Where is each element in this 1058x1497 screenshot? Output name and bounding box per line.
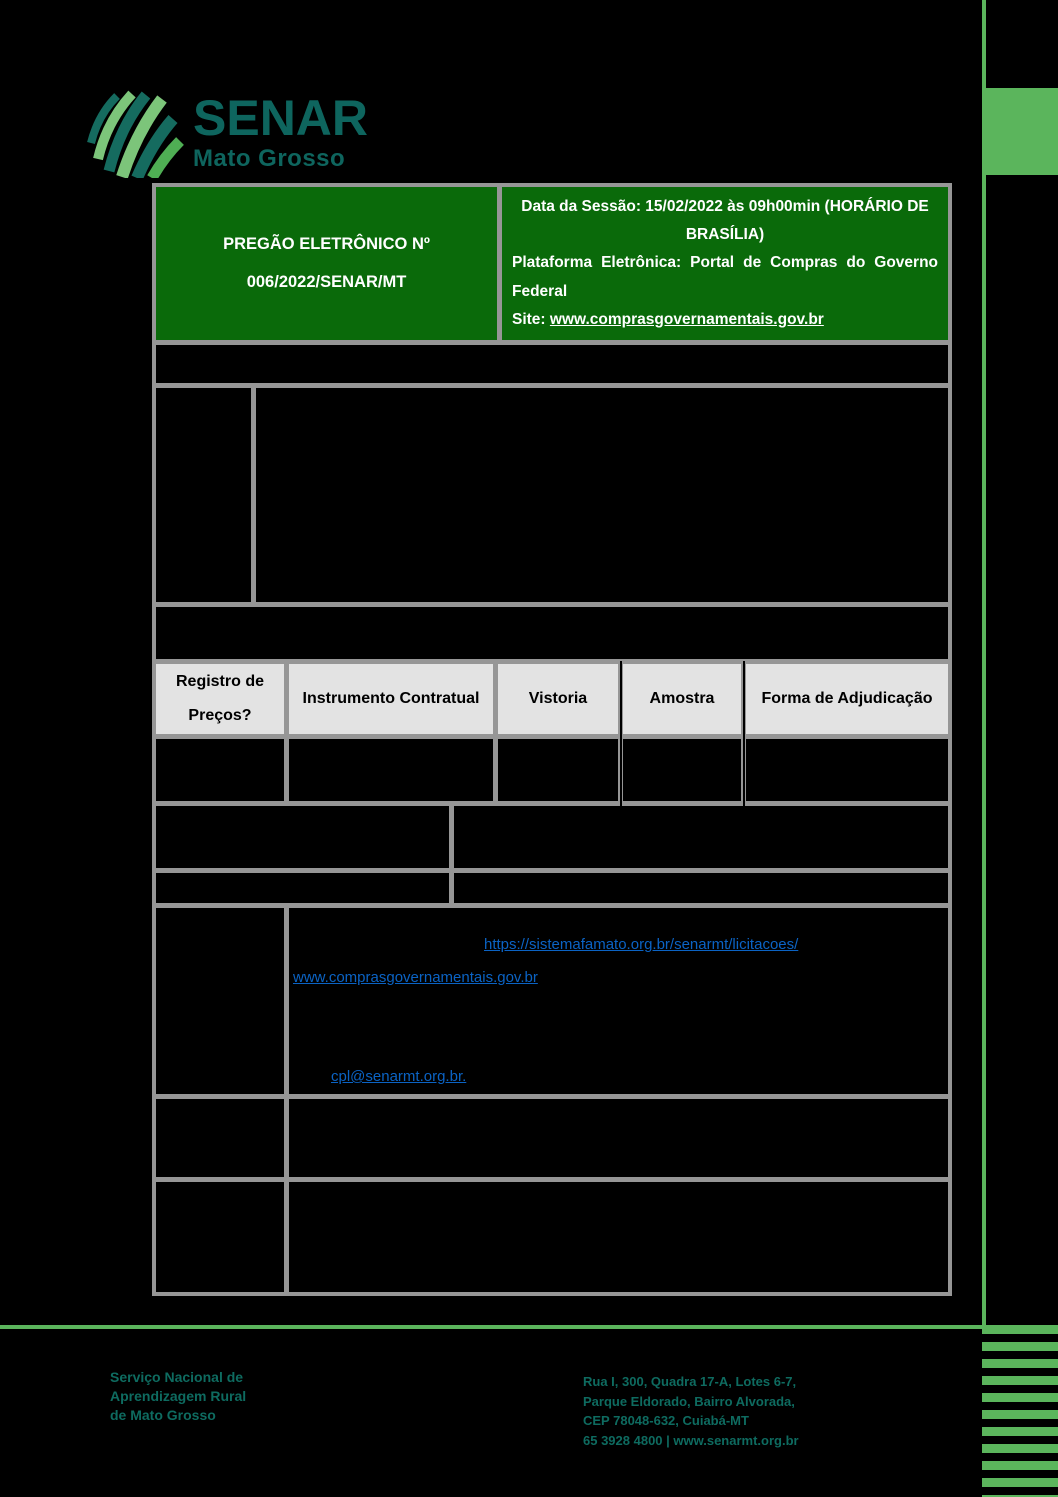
licitacoes-url-link[interactable]: https://sistemafamato.org.br/senarmt/licitacoes/	[484, 936, 799, 953]
edital-table	[152, 183, 952, 1296]
value-instrumento-contratual	[289, 739, 493, 801]
pregao-title-cell	[156, 187, 497, 340]
site-url-link[interactable]: www.comprasgovernamentais.gov.br	[549, 310, 824, 328]
session-date-text: Data da Sessão: 15/02/2022 às 09h00min (HORÁRIO DE BRASÍLIA)	[521, 198, 929, 244]
site-label: Site:	[512, 310, 546, 328]
footer-org-line3: de Mato Grosso	[110, 1407, 216, 1423]
footer-organization	[110, 1368, 246, 1425]
right-rail-line	[982, 0, 986, 1325]
email-link-line	[289, 1060, 948, 1093]
right-rail-stripes	[982, 1325, 1058, 1497]
redacted-label-cell	[156, 806, 449, 868]
redacted-body-cell	[256, 388, 948, 602]
col-registro-precos: Registro de Preços?	[156, 664, 284, 734]
redacted-row-3	[156, 607, 948, 659]
pregao-title-line2: 006/2022/SENAR/MT	[246, 272, 407, 291]
footer-address-line3: CEP 78048-632, Cuiabá-MT	[583, 1413, 749, 1428]
value-forma-adjudicacao	[746, 739, 948, 801]
column-header-row	[156, 664, 948, 734]
column-divider-line	[743, 661, 745, 806]
value-amostra	[623, 739, 741, 801]
redacted-label-cell	[156, 388, 251, 602]
header-row	[156, 187, 948, 340]
cpl-email-link[interactable]: cpl@senarmt.org.br.	[331, 1068, 467, 1085]
col-amostra: Amostra	[623, 664, 741, 734]
logo-brand: SENAR	[193, 90, 369, 146]
redacted-row-1	[156, 345, 948, 383]
redacted-body-cell	[289, 1182, 948, 1292]
redacted-row-4	[156, 806, 948, 868]
platform-text: Plataforma Eletrônica: Portal de Compras do Governo Federal	[512, 254, 938, 300]
redacted-body-cell	[454, 873, 948, 903]
column-divider-line	[620, 661, 622, 806]
pregao-title-line1: PREGÃO ELETRÔNICO Nº	[223, 234, 430, 253]
redacted-cell	[156, 607, 948, 659]
footer-address-line4: 65 3928 4800 | www.senarmt.org.br	[583, 1432, 799, 1448]
col-instrumento-contratual: Instrumento Contratual	[289, 664, 493, 734]
right-rail-green-block	[982, 88, 1058, 175]
col-vistoria: Vistoria	[498, 664, 618, 734]
redacted-label-cell	[156, 1099, 284, 1177]
footer-divider-line	[0, 1325, 982, 1329]
redacted-label-cell	[156, 1182, 284, 1292]
redacted-body-cell	[454, 806, 948, 868]
session-info-cell	[502, 187, 948, 340]
redacted-row-7	[156, 1182, 948, 1292]
footer-address-line1: Rua I, 300, Quadra 17-A, Lotes 6-7,	[583, 1374, 797, 1389]
col-forma-adjudicacao: Forma de Adjudicação	[746, 664, 948, 734]
links-row	[156, 908, 948, 1094]
redacted-row-5	[156, 873, 948, 903]
redacted-cell	[156, 345, 948, 383]
site-line	[512, 306, 938, 334]
redacted-row-2	[156, 388, 948, 602]
senar-logo-text	[193, 90, 369, 173]
senar-logo-icon	[84, 83, 192, 183]
footer-org-line1: Serviço Nacional de	[110, 1369, 244, 1385]
footer-org-line2: Aprendizagem Rural	[110, 1388, 247, 1404]
links-body-cell	[289, 908, 948, 1094]
redacted-label-cell	[156, 873, 449, 903]
logo-region: Mato Grosso	[193, 145, 346, 172]
value-vistoria	[498, 739, 618, 801]
column-values-row	[156, 739, 948, 801]
compras-url-link[interactable]: www.comprasgovernamentais.gov.br	[293, 969, 538, 986]
redacted-row-6	[156, 1099, 948, 1177]
compras-link-line	[289, 961, 948, 994]
redacted-body-cell	[289, 1099, 948, 1177]
footer-address	[583, 1372, 799, 1450]
links-label-cell	[156, 908, 284, 1094]
licitacoes-link-line	[289, 928, 948, 961]
value-registro-precos	[156, 739, 284, 801]
footer-address-line2: Parque Eldorado, Bairro Alvorada,	[583, 1393, 795, 1409]
